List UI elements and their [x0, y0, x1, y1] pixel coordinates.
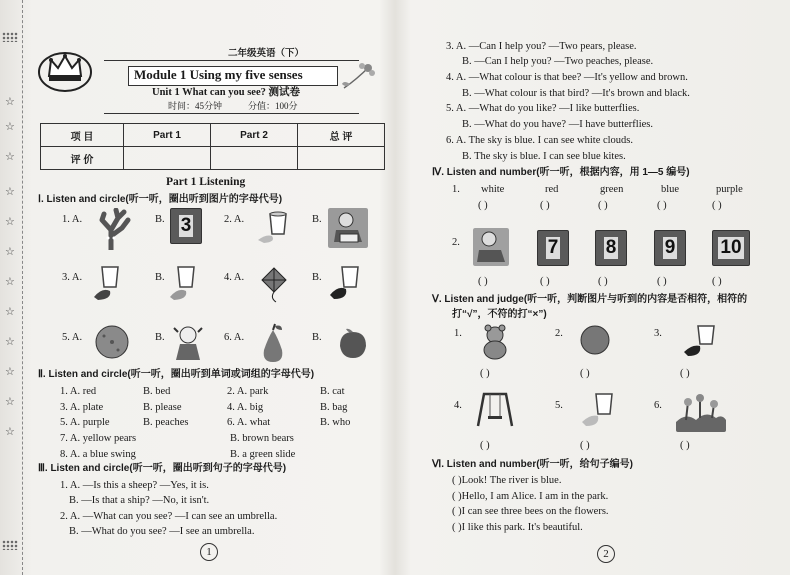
number-tile [170, 208, 202, 244]
score-table [40, 123, 385, 170]
paint-bucket-icon [92, 265, 128, 301]
s3-option[interactable]: 3. A. —Can I help you? —Two pears, please. [446, 41, 637, 52]
star-icon: ☆ [5, 276, 15, 288]
paint-bucket-icon [168, 265, 204, 301]
q2-b[interactable]: B. [312, 214, 322, 225]
page-number: 1 [200, 543, 218, 561]
s2-option[interactable]: B. bed [143, 386, 171, 397]
s3-option[interactable]: B. —Can I help you? —Two peaches, please. [462, 56, 654, 67]
q5-a[interactable]: 5. A. [62, 332, 83, 343]
answer-blank[interactable]: ( ) [478, 276, 488, 287]
s4-row-2-number: 2. [452, 237, 460, 248]
answer-blank[interactable]: ( ) [580, 368, 590, 379]
binding-dots-bottom [2, 540, 18, 550]
ball-icon [94, 324, 130, 360]
s6-sentence[interactable]: ( )Hello, I am Alice. I am in the park. [452, 491, 609, 502]
answer-blank[interactable]: ( ) [680, 368, 690, 379]
s2-option[interactable]: B. a green slide [230, 449, 296, 460]
s3-option[interactable]: B. —What do you have? —I have butterflies. [462, 119, 653, 130]
s3-option[interactable]: B. —What colour is that bird? —It's brown and black. [462, 88, 690, 99]
ball-icon [580, 324, 610, 356]
paint-bucket-icon [580, 392, 620, 428]
kite-icon [258, 266, 290, 304]
q4-a[interactable]: 4. A. [224, 272, 245, 283]
s5-number: 3. [654, 328, 662, 339]
tree-icon [96, 208, 132, 250]
section-6-title: Ⅵ. Listen and number(听一听，给句子编号) [432, 459, 633, 470]
answer-blank[interactable]: ( ) [680, 440, 690, 451]
q2-a[interactable]: 2. A. [224, 214, 245, 225]
number-tile-digit: 9 [664, 237, 676, 258]
paint-bucket-icon [254, 210, 294, 244]
peach-icon [336, 324, 370, 360]
s5-number: 2. [555, 328, 563, 339]
section-5-title: Ⅴ. Listen and judge(听一听，判断图片与听到的内容是否相符，相符的 [432, 294, 748, 305]
q1-b[interactable]: B. [155, 214, 165, 225]
s2-option[interactable]: 7. A. yellow pears [60, 433, 137, 444]
section-4-title: Ⅳ. Listen and number(听一听，根据内容，用 1—5 编号) [432, 167, 690, 178]
book-title: 二年级英语（下） [228, 48, 305, 59]
s6-sentence[interactable]: ( )I can see three bees on the flowers. [452, 506, 609, 517]
s5-number: 4. [454, 400, 462, 411]
number-tile [712, 230, 750, 266]
child-reading-icon [473, 228, 509, 266]
s2-option[interactable]: B. please [143, 402, 182, 413]
s3-option[interactable]: B. —What do you see? —I see an umbrella. [69, 526, 255, 537]
header-rule [104, 60, 359, 61]
number-tile-digit: 10 [720, 237, 742, 258]
score-cell[interactable] [298, 147, 385, 170]
flower-icon [336, 58, 378, 96]
number-tile-digit: 3 [180, 215, 192, 236]
s5-number: 1. [454, 328, 462, 339]
s3-option[interactable]: 6. A. The sky is blue. I can see white clouds. [446, 135, 634, 146]
color-word: red [545, 184, 559, 195]
number-tile-digit: 8 [605, 237, 617, 258]
s2-option[interactable]: 2. A. park [227, 386, 269, 397]
number-tile [654, 230, 686, 266]
q3-a[interactable]: 3. A. [62, 272, 83, 283]
s2-option[interactable]: B. brown bears [230, 433, 294, 444]
answer-blank[interactable]: ( ) [657, 200, 667, 211]
s5-number: 5. [555, 400, 563, 411]
paint-bucket-icon [326, 265, 366, 301]
page-number: 2 [597, 545, 615, 563]
star-icon: ☆ [5, 96, 15, 108]
section-1-title: Ⅰ. Listen and circle(听一听，圈出听到图片的字母代号) [38, 194, 283, 205]
s2-option[interactable]: 6. A. what [227, 417, 271, 428]
s2-option[interactable]: 8. A. a blue swing [60, 449, 136, 460]
doll-icon [170, 324, 206, 362]
answer-blank[interactable]: ( ) [540, 276, 550, 287]
crown-icon [37, 44, 93, 92]
time-label: 时间：45分钟 [168, 101, 223, 111]
score-cell[interactable] [211, 147, 298, 170]
score-table-header: Part 1 [124, 124, 211, 147]
star-icon: ☆ [5, 396, 15, 408]
color-word: white [481, 184, 505, 195]
score-table-row-label: 评 价 [41, 147, 124, 170]
q1-a[interactable]: 1. A. [62, 214, 83, 225]
score-cell[interactable] [124, 147, 211, 170]
q6-b[interactable]: B. [312, 332, 322, 343]
color-word: green [600, 184, 624, 195]
s2-option[interactable]: B. who [320, 417, 351, 428]
s2-option[interactable]: 4. A. big [227, 402, 264, 413]
score-table-header: 项 目 [41, 124, 124, 147]
answer-blank[interactable]: ( ) [598, 276, 608, 287]
color-word: purple [716, 184, 743, 195]
s3-option[interactable]: 4. A. —What colour is that bee? —It's yellow and brown. [446, 72, 688, 83]
number-tile [537, 230, 569, 266]
s2-option[interactable]: 1. A. red [60, 386, 97, 397]
s2-option[interactable]: 5. A. purple [60, 417, 110, 428]
answer-blank[interactable]: ( ) [478, 200, 488, 211]
s3-option[interactable]: 1. A. —Is this a sheep? —Yes, it is. [60, 480, 209, 491]
module-title: Module 1 Using my five senses [134, 67, 303, 82]
score-label: 分值：100分 [248, 101, 298, 111]
star-icon: ☆ [5, 336, 15, 348]
star-icon: ☆ [5, 246, 15, 258]
answer-blank[interactable]: ( ) [580, 440, 590, 451]
unit-title: Unit 1 What can you see? 测试卷 [152, 87, 300, 98]
star-icon: ☆ [5, 216, 15, 228]
answer-blank[interactable]: ( ) [712, 200, 722, 211]
section-3-title: Ⅲ. Listen and circle(听一听，圈出听到句子的字母代号) [38, 463, 287, 474]
star-icon: ☆ [5, 426, 15, 438]
binding-dots-top [2, 32, 18, 42]
score-table-header: 总 评 [298, 124, 385, 147]
header-rule-bottom [104, 113, 359, 114]
pear-icon [258, 322, 288, 364]
answer-blank[interactable]: ( ) [540, 200, 550, 211]
s6-sentence[interactable]: ( )I like this park. It's beautiful. [452, 522, 583, 533]
q5-b[interactable]: B. [155, 332, 165, 343]
score-table-header: Part 2 [211, 124, 298, 147]
star-icon: ☆ [5, 366, 15, 378]
star-icon: ☆ [5, 186, 15, 198]
section-2-title: Ⅱ. Listen and circle(听一听，圈出听到单词或词组的字母代号) [38, 369, 315, 380]
s2-option[interactable]: B. bag [320, 402, 348, 413]
number-tile-digit: 7 [547, 237, 559, 258]
section-5-title-line2: 打“√”，不符的打“×”) [452, 309, 547, 320]
q6-a[interactable]: 6. A. [224, 332, 245, 343]
answer-blank[interactable]: ( ) [657, 276, 667, 287]
teddy-bear-icon [478, 324, 512, 360]
star-icon: ☆ [5, 306, 15, 318]
s3-option[interactable]: B. —Is that a ship? —No, it isn't. [69, 495, 210, 506]
answer-blank[interactable]: ( ) [480, 440, 490, 451]
q4-b[interactable]: B. [312, 272, 322, 283]
star-icon: ☆ [5, 151, 15, 163]
answer-blank[interactable]: ( ) [480, 368, 490, 379]
s2-option[interactable]: 3. A. plate [60, 402, 104, 413]
s2-option[interactable]: B. cat [320, 386, 345, 397]
paint-bucket-icon [680, 324, 720, 358]
garden-scene-icon [676, 392, 726, 432]
answer-blank[interactable]: ( ) [598, 200, 608, 211]
number-tile [595, 230, 627, 266]
child-reading-icon [328, 208, 368, 248]
q3-b[interactable]: B. [155, 272, 165, 283]
swing-icon [474, 392, 516, 428]
s3-option[interactable]: B. The sky is blue. I can see blue kites. [462, 151, 626, 162]
answer-blank[interactable]: ( ) [712, 276, 722, 287]
s4-row-1-number: 1. [452, 184, 460, 195]
star-icon: ☆ [5, 121, 15, 133]
part-title: Part 1 Listening [166, 176, 246, 188]
s5-number: 6. [654, 400, 662, 411]
s2-option[interactable]: B. peaches [143, 417, 189, 428]
binding-margin [0, 0, 23, 575]
s6-sentence[interactable]: ( )Look! The river is blue. [452, 475, 562, 486]
color-word: blue [661, 184, 680, 195]
s3-option[interactable]: 5. A. —What do you like? —I like butterflies. [446, 103, 640, 114]
s3-option[interactable]: 2. A. —What can you see? —I can see an umbrella. [60, 511, 278, 522]
